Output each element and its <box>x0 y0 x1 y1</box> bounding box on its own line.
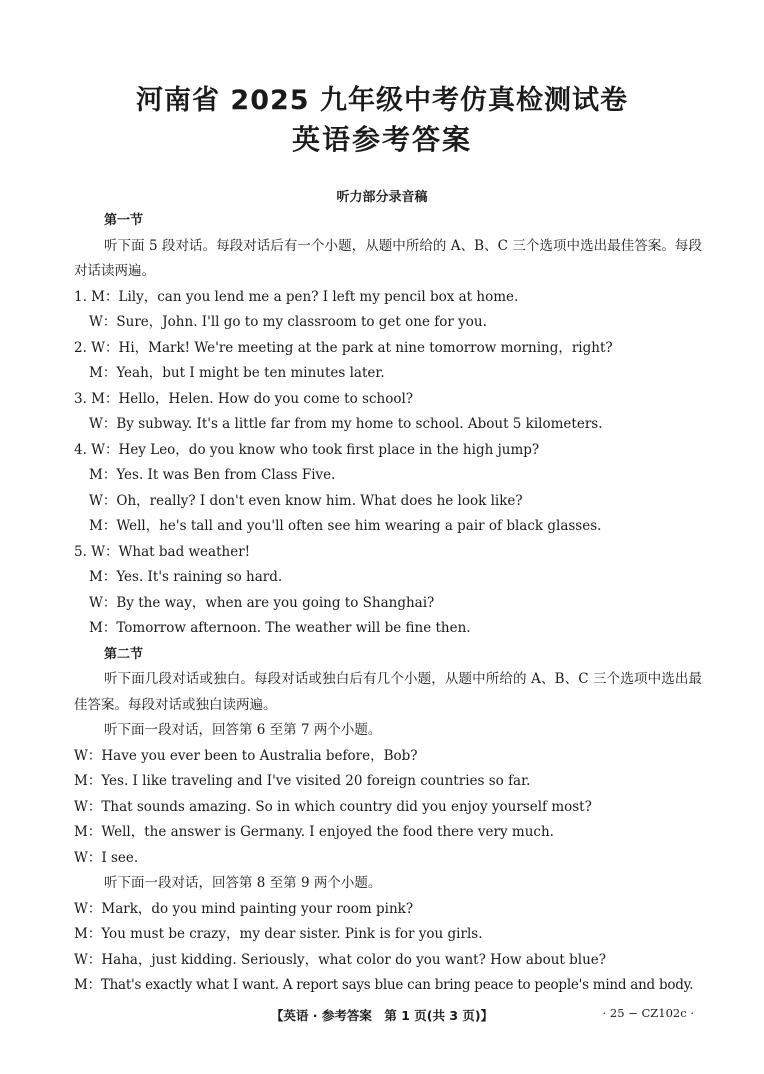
transcript-line: 3. M：Hello，Helen. How do you come to school? <box>74 390 414 407</box>
transcript-line: M：Well，he's tall and you'll often see him wearing a pair of black glasses. <box>89 518 602 534</box>
footer-page-info: 【英语 · 参考答案 第 1 页(共 3 页)】 <box>270 1008 494 1023</box>
transcript-line: W：I see. <box>74 849 139 866</box>
transcript-line: W：Have you ever been to Australia before，Bob? <box>74 747 418 764</box>
section-title: 听力部分录音稿 <box>336 190 428 205</box>
dialogue-intro: 听下面一段对话，回答第 8 至第 9 两个小题。 <box>104 875 382 891</box>
transcript-line: W：That sounds amazing. So in which country did you enjoy yourself most? <box>74 798 592 815</box>
transcript-body <box>74 208 702 999</box>
transcript-line: M：Tomorrow afternoon. The weather will be fine then. <box>89 620 471 636</box>
transcript-line: W：Sure，John. I'll go to my classroom to get one for you. <box>89 314 487 330</box>
transcript-line: W：By the way，when are you going to Shanghai? <box>89 594 435 611</box>
part1-heading: 第一节 <box>104 213 144 228</box>
transcript-line: 2. W：Hi，Mark! We're meeting at the park at nine tomorrow morning，right? <box>74 339 613 356</box>
transcript-line: 5. W：What bad weather! <box>74 543 251 560</box>
transcript-line: W：Mark，do you mind painting your room pink? <box>74 900 414 917</box>
transcript-line: 1. M：Lily，can you lend me a pen? I left my pencil box at home. <box>74 288 519 305</box>
part1-instruction: 听下面 5 段对话。每段对话后有一个小题，从题中所给的 A、B、C 三个选项中选出最佳答案。每段对话读两遍。 <box>74 237 702 279</box>
transcript-line: M：Well，the answer is Germany. I enjoyed the food there very much. <box>74 824 554 840</box>
transcript-line: M：You must be crazy，my dear sister. Pink is for you girls. <box>74 926 483 942</box>
footer-code: · 25 − CZ102c · <box>602 1006 694 1020</box>
transcript-line: M：Yes. I like traveling and I've visited 20 foreign countries so far. <box>74 773 531 789</box>
transcript-line: M：Yeah，but I might be ten minutes later. <box>89 365 385 381</box>
exam-title: 河南省 2025 九年级中考仿真检测试卷 <box>136 85 628 116</box>
transcript-line: W：Haha，just kidding. Seriously，what color do you want? How about blue? <box>74 951 606 968</box>
part2-instruction: 听下面几段对话或独白。每段对话或独白后有几个小题，从题中所给的 A、B、C 三个选项中选出最佳答案。每段对话或独白读两遍。 <box>74 671 702 713</box>
transcript-line: 4. W：Hey Leo，do you know who took first place in the high jump? <box>74 441 540 458</box>
transcript-line: M：That's exactly what I want. A report says blue can bring peace to people's mind and body. <box>74 977 694 993</box>
dialogue-intro: 听下面一段对话，回答第 6 至第 7 两个小题。 <box>104 722 382 738</box>
exam-subtitle: 英语参考答案 <box>291 123 472 156</box>
transcript-line: W：By subway. It's a little far from my home to school. About 5 kilometers. <box>89 416 603 432</box>
transcript-line: M：Yes. It was Ben from Class Five. <box>89 467 336 483</box>
transcript-line: M：Yes. It's raining so hard. <box>89 569 283 585</box>
part2-heading: 第二节 <box>104 646 144 662</box>
transcript-line: W：Oh，really? I don't even know him. What does he look like? <box>89 492 523 509</box>
